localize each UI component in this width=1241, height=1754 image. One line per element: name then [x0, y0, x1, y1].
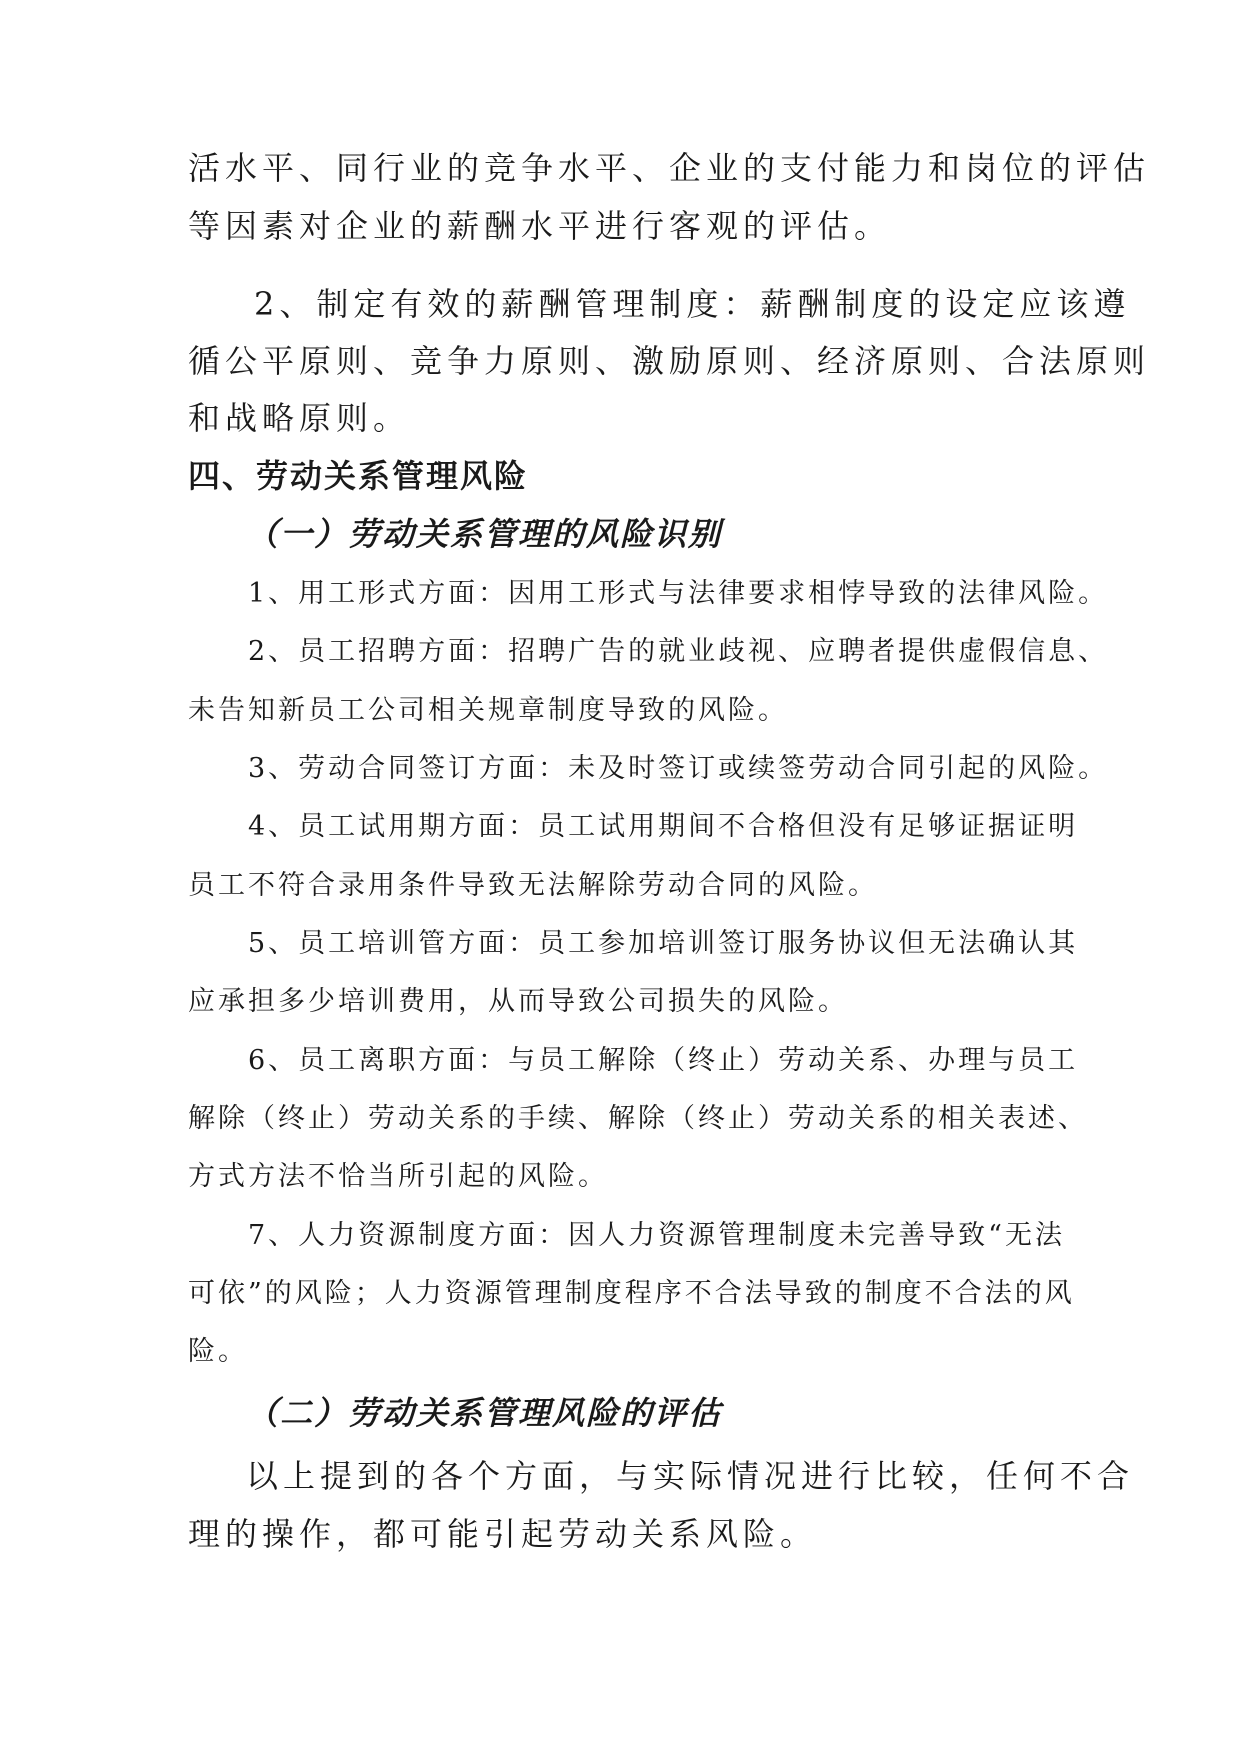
- paragraph-line: 方式方法不恰当所引起的风险。: [188, 1161, 608, 1192]
- paragraph-line: 5、员工培训管方面：员工参加培训签订服务协议但无法确认其: [248, 928, 1079, 959]
- section-heading: 四、劳动关系管理风险: [188, 457, 529, 495]
- paragraph-line: 活水平、同行业的竞争水平、企业的支付能力和岗位的评估: [188, 149, 1151, 187]
- paragraph-line: 等因素对企业的薪酬水平进行客观的评估。: [188, 207, 892, 245]
- paragraph-line: 理的操作，都可能引起劳动关系风险。: [188, 1515, 818, 1553]
- paragraph-line: 3、劳动合同签订方面：未及时签订或续签劳动合同引起的风险。: [248, 753, 1109, 784]
- paragraph-line: 2、员工招聘方面：招聘广告的就业歧视、应聘者提供虚假信息、: [248, 636, 1109, 667]
- paragraph-line: 4、员工试用期方面：员工试用期间不合格但没有足够证据证明: [248, 811, 1079, 842]
- paragraph-line: 险。: [188, 1336, 248, 1367]
- paragraph-line: 员工不符合录用条件导致无法解除劳动合同的风险。: [188, 870, 878, 901]
- paragraph-line: 以上提到的各个方面，与实际情况进行比较，任何不合: [246, 1457, 1135, 1495]
- paragraph-line: 2、制定有效的薪酬管理制度：薪酬制度的设定应该遵: [254, 285, 1131, 323]
- paragraph-line: 6、员工离职方面：与员工解除（终止）劳动关系、办理与员工: [248, 1045, 1079, 1076]
- paragraph-line: 7、人力资源制度方面：因人力资源管理制度未完善导致“无法: [248, 1220, 1065, 1251]
- paragraph-line: 解除（终止）劳动关系的手续、解除（终止）劳动关系的相关表述、: [188, 1103, 1088, 1134]
- paragraph-line: 未告知新员工公司相关规章制度导致的风险。: [188, 695, 788, 726]
- subsection-heading: （一）劳动关系管理的风险识别: [246, 515, 723, 553]
- paragraph-line: 1、用工形式方面：因用工形式与法律要求相悖导致的法律风险。: [248, 578, 1109, 609]
- paragraph-line: 和战略原则。: [188, 399, 411, 437]
- paragraph-line: 应承担多少培训费用，从而导致公司损失的风险。: [188, 986, 848, 1017]
- paragraph-line: 循公平原则、竞争力原则、激励原则、经济原则、合法原则: [188, 342, 1151, 380]
- subsection-heading: （二）劳动关系管理风险的评估: [246, 1394, 723, 1432]
- paragraph-line: 可依”的风险；人力资源管理制度程序不合法导致的制度不合法的风: [188, 1278, 1075, 1309]
